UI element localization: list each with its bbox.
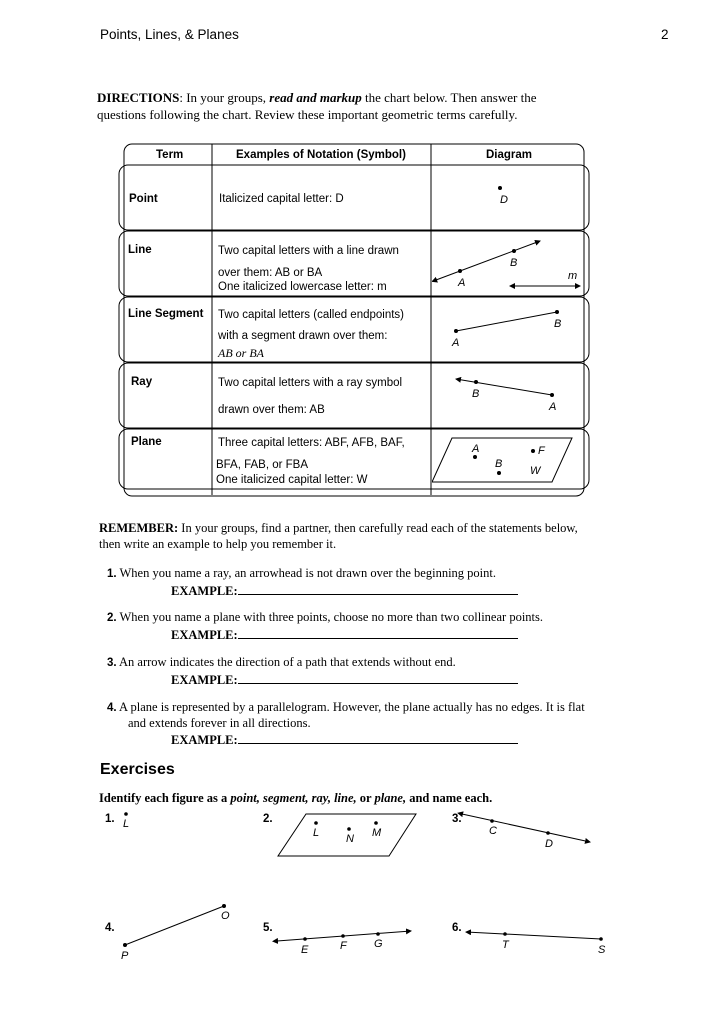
term-line-segment: Line Segment — [128, 308, 204, 320]
line-label-m: m — [568, 270, 578, 282]
directions-emphasis: read and markup — [269, 90, 362, 105]
problem-6-number: 6. — [452, 922, 462, 934]
ray-ab — [456, 379, 552, 395]
line-label-b: B — [510, 257, 518, 269]
exercise-6-figure — [466, 932, 606, 956]
header-notation: Examples of Notation (Symbol) — [236, 149, 406, 161]
remember-paragraph: REMEMBER: In your groups, find a partner, then carefully read each of the statements below, then write an example to help you remember it. — [99, 521, 578, 551]
exercises-heading: Exercises — [100, 761, 175, 778]
plane-point-b — [497, 471, 501, 475]
segment-point-a — [454, 329, 458, 333]
ex3-label-d: D — [545, 838, 553, 850]
header-term: Term — [156, 149, 184, 161]
term-point: Point — [129, 193, 158, 205]
notation-line-segment: Two capital letters (called endpoints) with a segment drawn over them: AB or BA — [218, 309, 405, 360]
ex6-label-t: T — [502, 939, 509, 951]
remember-item-3: 3. An arrow indicates the direction of a path that extends without end. EXAMPLE: — [107, 655, 697, 688]
point-label: D — [500, 194, 508, 206]
line-diagram — [432, 232, 588, 296]
exercise-4-figure — [121, 904, 230, 962]
plane-label-w: W — [530, 465, 541, 477]
ray-label-a: A — [549, 401, 557, 413]
term-line: Line — [128, 244, 152, 256]
remember-item-1: 1. When you name a ray, an arrowhead is not drawn over the beginning point. EXAMPLE: — [107, 566, 697, 599]
line-label-a: A — [458, 277, 466, 289]
header-diagram: Diagram — [486, 149, 533, 161]
ex5-label-g: G — [374, 938, 383, 950]
ray-point-a — [550, 393, 554, 397]
example-blank-2[interactable] — [238, 626, 518, 639]
segment-diagram — [432, 298, 588, 362]
remember-item-2: 2. When you name a plane with three points, choose no more than two collinear points. EXAMPLE: — [107, 610, 543, 642]
example-blank-4[interactable] — [238, 731, 518, 744]
directions-paragraph: DIRECTIONS: In your groups, read and markup the chart below. Then answer the questions following the chart. Review these important geometric terms carefully. — [97, 89, 657, 123]
exercise-figures — [0, 800, 725, 1024]
notation-plane: Three capital letters: ABF, AFB, BAF, BFA, FAB, or FBA One italicized capital letter: W — [216, 437, 405, 486]
exercise-2-figure — [278, 814, 416, 856]
directions-line2: questions following the chart. Review these important geometric terms carefully. — [97, 107, 518, 122]
problem-3-number: 3. — [452, 813, 462, 825]
notation-point: Italicized capital letter: D — [219, 193, 344, 205]
plane-label-a: A — [472, 443, 480, 455]
ray-point-b — [474, 380, 478, 384]
segment-label-b: B — [554, 318, 562, 330]
segment-point-b — [555, 310, 559, 314]
directions-label: DIRECTIONS — [97, 90, 180, 105]
ex4-label-p: P — [121, 950, 129, 962]
ex2-label-m: M — [372, 827, 382, 839]
page-title: Points, Lines, & Planes — [100, 27, 239, 42]
page-number: 2 — [661, 27, 669, 42]
problem-2-number: 2. — [263, 813, 273, 825]
exercise-1-figure — [123, 812, 129, 830]
term-plane: Plane — [131, 436, 162, 448]
problem-4-number: 4. — [105, 922, 115, 934]
exercises-instructions: Identify each figure as a point, segment, ray, line, or plane, and name each. — [99, 791, 493, 805]
line-ab — [436, 241, 540, 280]
ex3-label-c: C — [489, 825, 497, 837]
exercise-3-figure — [462, 814, 590, 850]
plane-label-b: B — [495, 458, 503, 470]
plane-point-a — [473, 455, 477, 459]
point-dot — [498, 186, 502, 190]
ex5-label-e: E — [301, 944, 309, 956]
ray-diagram — [432, 364, 588, 428]
remember-label: REMEMBER: — [99, 521, 179, 535]
ex6-label-s: S — [598, 944, 606, 956]
remember-item-4: 4. A plane is represented by a parallelogram. However, the plane actually has no edges. It is flat and extends forever in all directions. EXAMPLE: — [107, 700, 585, 747]
line-point-b — [512, 249, 516, 253]
plane-diagram — [432, 430, 588, 490]
ex2-label-n: N — [346, 833, 354, 845]
ray-label-b: B — [472, 388, 480, 400]
term-ray: Ray — [131, 376, 153, 388]
segment-label-a: A — [452, 337, 460, 349]
ex2-label-l: L — [313, 827, 320, 839]
line-point-a — [458, 269, 462, 273]
problem-5-number: 5. — [263, 922, 273, 934]
segment-ab — [456, 312, 557, 331]
notation-line: Two capital letters with a line drawn over them: AB or BA One italicized lowercase letter: m — [218, 245, 399, 293]
plane-point-f — [531, 449, 535, 453]
point-diagram — [432, 166, 588, 230]
exercise-5-figure — [277, 931, 411, 956]
plane-label-f: F — [538, 445, 545, 457]
ex1-label-l: L — [123, 818, 130, 830]
notation-ray: Two capital letters with a ray symbol drawn over them: AB — [218, 377, 403, 416]
geometric-terms-chart — [118, 143, 590, 498]
problem-1-number: 1. — [105, 813, 115, 825]
example-blank-3[interactable] — [238, 671, 518, 684]
ex5-label-f: F — [340, 940, 347, 952]
ex4-label-o: O — [221, 910, 230, 922]
example-blank-1[interactable] — [238, 582, 518, 595]
